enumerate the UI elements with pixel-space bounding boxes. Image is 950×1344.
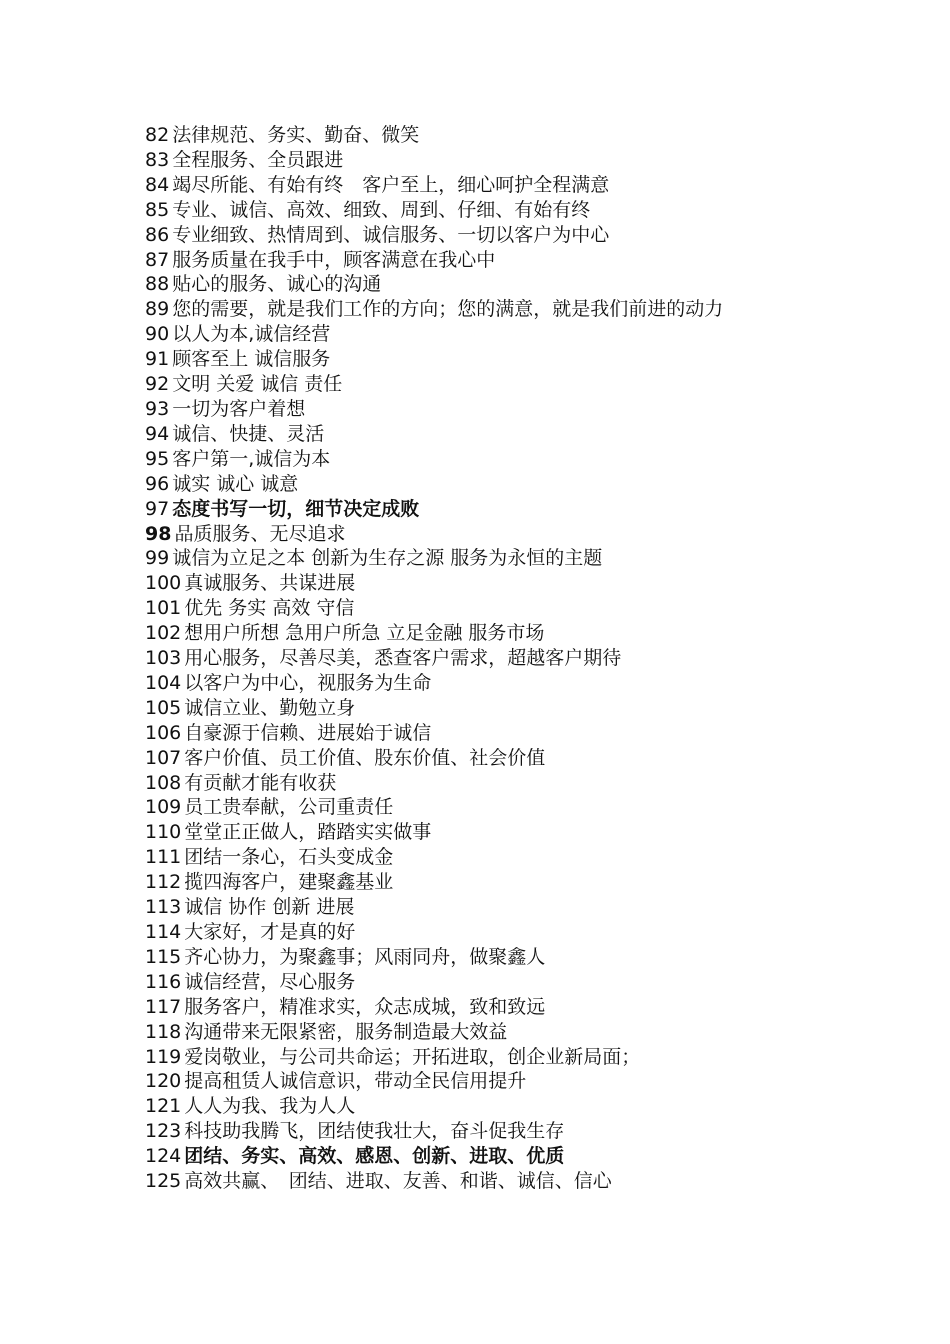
- slogan-line: [145, 522, 825, 547]
- slogan-text: 品质服务、无尽追求: [174, 522, 346, 545]
- slogan-text: 团结一条心，石头变成金: [184, 846, 394, 869]
- slogan-text: 以人为本,诚信经营: [172, 323, 331, 346]
- slogan-line: [145, 596, 825, 621]
- slogan-text: 爱岗敬业，与公司共命运；开拓进取，创企业新局面；: [184, 1045, 641, 1068]
- slogan-line: [145, 746, 825, 771]
- slogan-number: 82: [145, 124, 170, 146]
- slogan-text: 一切为客户着想: [172, 397, 306, 420]
- slogan-number: 91: [145, 348, 170, 371]
- slogan-line: [145, 1169, 825, 1194]
- slogan-line: [145, 422, 825, 447]
- slogan-line: [145, 372, 825, 397]
- slogan-text: 员工贵奉献，公司重责任: [184, 796, 394, 819]
- slogan-text: 优先 务实 高效 守信: [184, 597, 355, 620]
- slogan-line: [145, 447, 825, 472]
- slogan-text: 专业细致、热情周到、诚信服务、一切以客户为中心: [172, 223, 610, 246]
- slogan-line: [145, 546, 825, 571]
- slogan-line: [145, 1094, 825, 1119]
- slogan-number: 95: [145, 447, 170, 470]
- slogan-number: 98: [145, 522, 172, 545]
- slogan-number: 117: [145, 995, 182, 1018]
- slogan-text: 想用户所想 急用户所急 立足金融 服务市场: [184, 622, 545, 645]
- slogan-line: [145, 771, 825, 796]
- slogan-number: 109: [145, 796, 182, 819]
- slogan-line: [145, 945, 825, 970]
- slogan-text: 客户价值、员工价值、股东价值、社会价值: [184, 746, 546, 769]
- slogan-number: 108: [145, 771, 182, 794]
- slogan-text: 态度书写一切，细节决定成败: [172, 497, 420, 520]
- slogan-number: 84: [145, 173, 170, 196]
- slogan-number: 115: [145, 945, 182, 968]
- slogan-line: [145, 820, 825, 845]
- slogan-line: [145, 696, 825, 721]
- slogan-text: 团结、务实、高效、感恩、创新、进取、优质: [184, 1145, 565, 1168]
- slogan-number: 101: [145, 597, 182, 620]
- slogan-text: 服务客户，精准求实，众志成城，致和致远: [184, 995, 546, 1018]
- slogan-number: 107: [145, 746, 182, 769]
- slogan-text: 服务质量在我手中，顾客满意在我心中: [172, 248, 496, 271]
- slogan-number: 88: [145, 273, 170, 296]
- slogan-number: 123: [145, 1120, 182, 1143]
- slogan-line: [145, 646, 825, 671]
- slogan-line: [145, 123, 825, 148]
- slogan-line: [145, 795, 825, 820]
- slogan-number: 90: [145, 323, 170, 346]
- slogan-line: [145, 845, 825, 870]
- slogan-line: [145, 297, 825, 322]
- slogan-line: [145, 272, 825, 297]
- slogan-text: 高效共赢、 团结、进取、友善、和谐、诚信、信心: [184, 1170, 612, 1193]
- slogan-text: 专业、诚信、高效、细致、周到、仔细、有始有终: [172, 198, 591, 221]
- slogan-number: 112: [145, 871, 182, 894]
- slogan-number: 93: [145, 397, 170, 420]
- slogan-line: [145, 571, 825, 596]
- slogan-text: 全程服务、全员跟进: [172, 148, 344, 171]
- slogan-line: [145, 970, 825, 995]
- slogan-number: 118: [145, 1020, 182, 1043]
- slogan-text: 文明 关爱 诚信 责任: [172, 373, 343, 396]
- slogan-line: [145, 347, 825, 372]
- slogan-text: 诚信经营，尽心服务: [184, 970, 356, 993]
- slogan-line: [145, 621, 825, 646]
- slogan-line: [145, 148, 825, 173]
- slogan-line: [145, 671, 825, 696]
- slogan-number: 106: [145, 721, 182, 744]
- slogan-number: 124: [145, 1145, 182, 1168]
- slogan-line: [145, 870, 825, 895]
- slogan-line: [145, 223, 825, 248]
- slogan-text: 诚信为立足之本 创新为生存之源 服务为永恒的主题: [172, 547, 603, 570]
- slogan-number: 125: [145, 1170, 182, 1193]
- slogan-text: 诚实 诚心 诚意: [172, 472, 299, 495]
- slogan-text: 客户第一,诚信为本: [172, 447, 331, 470]
- slogan-text: 科技助我腾飞，团结使我壮大，奋斗促我生存: [184, 1120, 565, 1143]
- slogan-number: 103: [145, 647, 182, 670]
- slogan-line: [145, 995, 825, 1020]
- slogan-text: 堂堂正正做人，踏踏实实做事: [184, 821, 432, 844]
- slogan-line: [145, 920, 825, 945]
- slogan-text: 贴心的服务、诚心的沟通: [172, 273, 382, 296]
- slogan-line: [145, 895, 825, 920]
- slogan-line: [145, 497, 825, 522]
- slogan-number: 120: [145, 1070, 182, 1093]
- slogan-text: 诚信立业、勤勉立身: [184, 696, 356, 719]
- slogan-number: 105: [145, 696, 182, 719]
- slogan-line: [145, 173, 825, 198]
- slogan-text: 大家好，才是真的好: [184, 921, 356, 943]
- slogan-number: 102: [145, 622, 182, 645]
- slogan-number: 86: [145, 223, 170, 246]
- slogan-line: [145, 472, 825, 497]
- slogan-line: [145, 1069, 825, 1094]
- slogan-number: 87: [145, 248, 170, 271]
- slogan-number: 97: [145, 497, 170, 520]
- slogan-text: 真诚服务、共谋进展: [184, 572, 356, 595]
- slogan-number: 113: [145, 896, 182, 919]
- slogan-line: [145, 1144, 825, 1169]
- slogan-text: 齐心协力，为聚鑫事；风雨同舟，做聚鑫人: [184, 945, 546, 968]
- slogan-text: 揽四海客户，建聚鑫基业: [184, 871, 394, 894]
- slogan-text: 诚信、快捷、灵活: [172, 422, 325, 445]
- slogan-text: 竭尽所能、有始有终 客户至上，细心呵护全程满意: [172, 173, 610, 196]
- slogan-number: 114: [145, 921, 182, 943]
- slogan-text: 您的需要，就是我们工作的方向；您的满意，就是我们前进的动力: [172, 298, 724, 321]
- slogan-text: 沟通带来无限紧密，服务制造最大效益: [184, 1020, 508, 1043]
- slogan-line: [145, 397, 825, 422]
- slogan-text: 法律规范、务实、勤奋、微笑: [172, 124, 420, 146]
- slogan-text: 顾客至上 诚信服务: [172, 348, 331, 371]
- slogan-number: 111: [145, 846, 182, 869]
- slogan-number: 100: [145, 572, 182, 595]
- slogan-text: 人人为我、我为人人: [184, 1095, 356, 1118]
- slogan-text: 以客户为中心，视服务为生命: [184, 671, 432, 694]
- slogan-number: 96: [145, 472, 170, 495]
- slogan-text: 自豪源于信赖、进展始于诚信: [184, 721, 432, 744]
- slogan-number: 116: [145, 970, 182, 993]
- slogan-number: 99: [145, 547, 170, 570]
- slogan-line: [145, 1119, 825, 1144]
- slogan-number: 83: [145, 148, 170, 171]
- slogan-number: 119: [145, 1045, 182, 1068]
- slogan-text: 有贡献才能有收获: [184, 771, 337, 794]
- slogan-text: 提高租赁人诚信意识，带动全民信用提升: [184, 1070, 527, 1093]
- slogan-text: 诚信 协作 创新 进展: [184, 896, 355, 919]
- slogan-line: [145, 322, 825, 347]
- slogan-list: [145, 123, 825, 1194]
- slogan-number: 92: [145, 373, 170, 396]
- slogan-line: [145, 198, 825, 223]
- slogan-number: 94: [145, 422, 170, 445]
- slogan-number: 104: [145, 671, 182, 694]
- slogan-line: [145, 1045, 825, 1070]
- slogan-line: [145, 248, 825, 273]
- slogan-number: 121: [145, 1095, 182, 1118]
- slogan-number: 110: [145, 821, 182, 844]
- slogan-line: [145, 1020, 825, 1045]
- slogan-text: 用心服务，尽善尽美，悉查客户需求，超越客户期待: [184, 647, 622, 670]
- slogan-number: 89: [145, 298, 170, 321]
- slogan-number: 85: [145, 198, 170, 221]
- slogan-line: [145, 721, 825, 746]
